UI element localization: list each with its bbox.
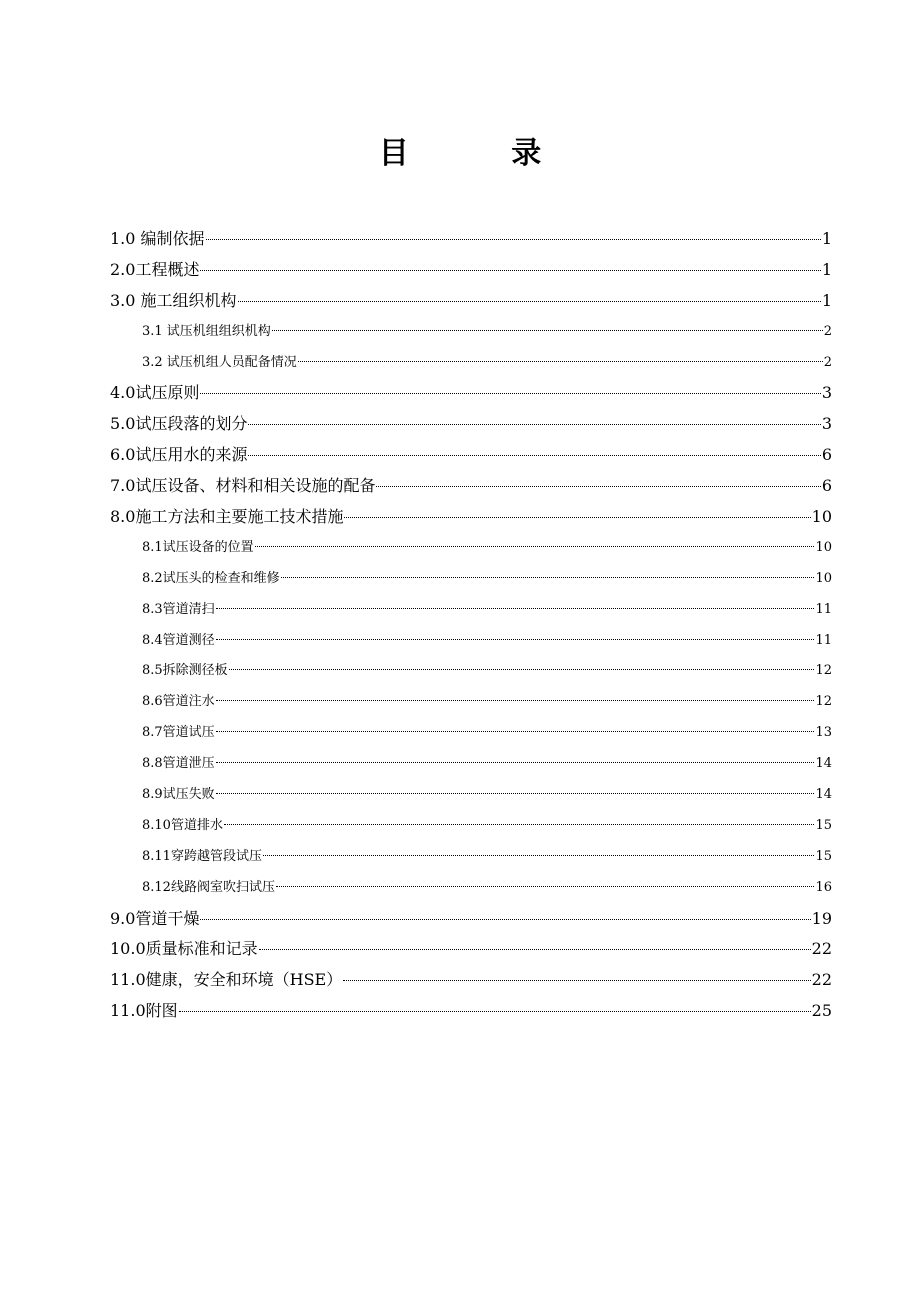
toc-page-number: 10 [811,507,832,527]
toc-entry[interactable] [110,749,832,780]
toc-dot-leader [216,639,815,640]
toc-dot-leader [344,517,810,518]
toc-entry[interactable] [110,533,832,564]
toc-page-number: 15 [815,848,832,864]
toc-entry[interactable] [110,842,832,873]
toc-dot-leader [200,270,820,271]
toc-entry[interactable] [110,471,832,502]
toc-dot-leader [281,577,815,578]
toc-page-number: 10 [815,570,832,586]
toc-entry-label: 8.5拆除测径板 [142,663,228,679]
toc-dot-leader [216,731,815,732]
toc-page-number: 14 [815,787,832,803]
toc-entry[interactable] [110,873,832,904]
toc-entry-label: 4.0试压原则 [110,383,200,403]
page-title: 目 录 [378,136,588,171]
toc-dot-leader [224,824,815,825]
toc-entry[interactable] [110,687,832,718]
toc-entry-label: 7.0试压设备、材料和相关设施的配备 [110,476,376,496]
toc-dot-leader [216,608,815,609]
toc-entry-label: 8.11穿跨越管段试压 [142,848,262,864]
toc-entry[interactable] [110,595,832,626]
toc-page-number: 6 [821,445,832,465]
toc-dot-leader [248,455,820,456]
toc-page-number: 1 [821,290,832,310]
toc-page-number: 12 [815,663,832,679]
toc-entry[interactable] [110,255,832,286]
toc-entry[interactable] [110,224,832,255]
toc-page-number: 11 [815,632,832,648]
toc-entry-label: 2.0工程概述 [110,259,200,279]
toc-page-number: 2 [823,354,832,370]
toc-dot-leader [216,793,815,794]
toc-entry-label: 11.0健康，安全和环境（HSE） [110,970,343,990]
toc-dot-leader [200,919,810,920]
toc-entry-label: 6.0试压用水的来源 [110,445,248,465]
toc-entry[interactable] [110,904,832,935]
toc-dot-leader [200,393,820,394]
toc-page-number: 15 [815,817,832,833]
toc-dot-leader [276,886,815,887]
toc-page-number: 1 [821,259,832,279]
toc-entry-label: 3.2 试压机组人员配备情况 [142,354,297,370]
toc-entry-label: 8.2试压头的检查和维修 [142,570,280,586]
toc-dot-leader [206,239,821,240]
toc-entry-label: 8.6管道注水 [142,694,215,710]
toc-page-number: 19 [811,908,832,928]
toc-entry-label: 3.1 试压机组组织机构 [142,323,271,339]
toc-entry[interactable] [110,378,832,409]
toc-entry-label: 8.10管道排水 [142,817,223,833]
toc-dot-leader [263,855,815,856]
toc-entry-label: 10.0质量标准和记录 [110,939,258,959]
toc-entry[interactable] [110,409,832,440]
toc-entry-label: 1.0 编制依据 [110,229,205,248]
toc-entry[interactable] [110,718,832,749]
toc-page-number: 13 [815,725,832,741]
toc-dot-leader [298,361,823,362]
toc-entry[interactable] [110,440,832,471]
toc-entry[interactable] [110,564,832,595]
toc-dot-leader [238,301,821,302]
toc-entry-label: 11.0附图 [110,1001,178,1021]
toc-entry[interactable] [110,317,832,348]
toc-dot-leader [259,949,811,950]
toc-entry-label: 8.8管道泄压 [142,756,215,772]
toc-page-number: 6 [821,476,832,496]
table-of-contents [110,224,832,1027]
toc-dot-leader [376,486,820,487]
toc-entry-label: 8.4管道测径 [142,632,215,648]
toc-page-number: 2 [823,323,832,339]
toc-dot-leader [179,1011,811,1012]
toc-dot-leader [255,546,815,547]
toc-dot-leader [229,669,815,670]
toc-entry[interactable] [110,286,832,317]
toc-page-number: 16 [815,879,832,895]
toc-dot-leader [216,762,815,763]
toc-page-number: 3 [821,383,832,403]
toc-page-number: 3 [821,414,832,434]
toc-dot-leader [248,424,820,425]
toc-entry-label: 8.3管道清扫 [142,601,215,617]
toc-page-number: 1 [821,229,832,248]
toc-entry[interactable] [110,996,832,1027]
toc-entry-label: 9.0管道干燥 [110,908,200,928]
toc-page-number: 22 [811,939,832,959]
toc-entry-label: 8.0施工方法和主要施工技术措施 [110,507,344,527]
toc-dot-leader [272,330,823,331]
toc-entry[interactable] [110,934,832,965]
toc-entry[interactable] [110,502,832,533]
toc-dot-leader [343,980,810,981]
toc-entry-label: 8.7管道试压 [142,725,215,741]
toc-entry-label: 8.9试压失败 [142,787,215,803]
toc-page-number: 25 [811,1001,832,1021]
toc-page-number: 22 [811,970,832,990]
toc-page-number: 14 [815,756,832,772]
toc-entry[interactable] [110,626,832,657]
toc-page-number: 12 [815,694,832,710]
toc-entry[interactable] [110,811,832,842]
toc-entry[interactable] [110,780,832,811]
toc-entry[interactable] [110,656,832,687]
toc-entry-label: 8.1试压设备的位置 [142,539,254,555]
toc-entry-label: 5.0试压段落的划分 [110,414,248,434]
toc-entry-label: 8.12线路阀室吹扫试压 [142,879,275,895]
toc-page-number: 11 [815,601,832,617]
toc-entry-label: 3.0 施工组织机构 [110,290,237,310]
toc-dot-leader [216,700,815,701]
toc-entry[interactable] [110,965,832,996]
toc-entry[interactable] [110,348,832,379]
toc-page-number: 10 [815,539,832,555]
